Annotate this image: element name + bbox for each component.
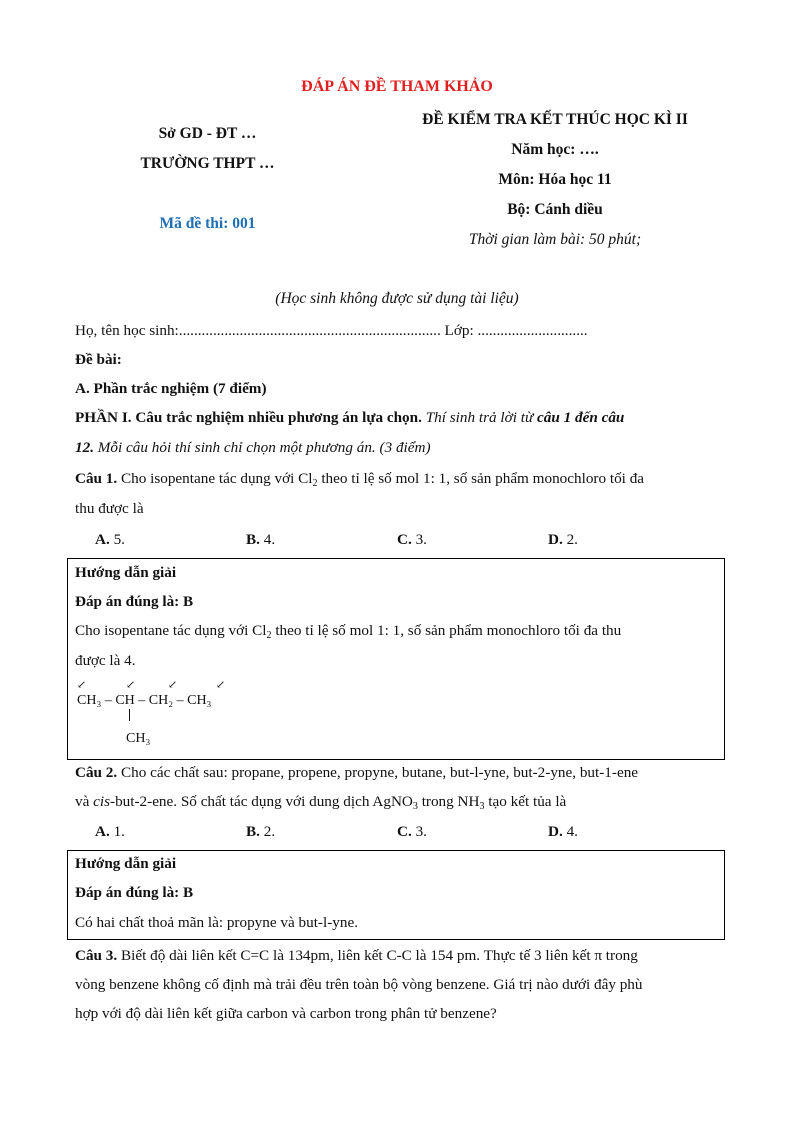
q2-guide-title: Hướng dẫn giải [75,855,177,872]
document-title: ĐÁP ÁN ĐỀ THAM KHẢO [301,78,493,95]
q1-explanation-line1: Cho isopentane tác dụng với $Cl_2$ theo tỉ lệ số mol 1: 1, số sản phẩm monochloro tối đa thu [75,622,622,641]
q3-text-line2: vòng benzene không cố định mà trải đều trên toàn bộ vòng benzene. Giá trị nào dưới đây phù [75,976,643,993]
q2-option-b: B. 2. [246,823,276,840]
substitution-arrow-icon: ↙ [126,679,136,691]
q2-option-a: A. 1. [95,823,125,840]
section-a-heading: A. Phần trắc nghiệm (7 điểm) [75,380,267,397]
q1-option-c: C. 3. [397,531,427,548]
substitution-arrow-icon: ↙ [77,679,87,691]
q1-option-b: B. 4. [246,531,276,548]
q3-text-line1: Câu 3. Biết độ dài liên kết C=C là 134pm, liên kết C-C là 154 pm. Thực tế 3 liên kết π trong [75,947,638,964]
q2-text-line2: và cis-but-2-ene. Số chất tác dụng với dung dịch AgNO$_3$ trong $NH_3$ tạo kết tủa là [75,793,567,812]
school-year: Năm học: …. [511,141,599,158]
q1-label: Câu 1. [75,470,118,487]
student-info-line: Họ, tên học sinh:..................................................................... Lớp: ............................. [75,322,588,339]
part1-lead: PHẦN I. Câu trắc nghiệm nhiều phương án lựa chọn. [75,409,422,426]
q2-answer: Đáp án đúng là: B [75,884,194,901]
exam-name: ĐỀ KIỂM TRA KẾT THÚC HỌC KÌ II [422,111,688,128]
part1-instructions-line1: PHẦN I. Câu trắc nghiệm nhiều phương án lựa chọn. Thí sinh trả lời từ câu 1 đến câu [75,409,625,426]
branch-bond [129,709,130,721]
school-name: TRƯỜNG THPT … [140,155,275,172]
q1-guide-title: Hướng dẫn giải [75,564,177,581]
department-name: Sở GD - ĐT … [158,125,257,142]
textbook-series: Bộ: Cánh diều [507,201,603,218]
q2-text-line1: Câu 2. Cho các chất sau: propane, propene, propyne, butane, but-l-yne, but-2-yne, but-1-ene [75,764,639,781]
q3-label: Câu 3. [75,947,118,964]
exam-duration: Thời gian làm bài: 50 phút; [468,231,642,248]
part1-instructions-line2: 12. Mỗi câu hỏi thí sinh chỉ chọn một phương án. (3 điểm) [75,439,431,456]
de-bai-heading: Đề bài: [75,351,122,368]
isopentane-formula-main-chain: CH₃ – CH – CH₂ – CH₃ [77,693,212,708]
q1-text-line2: thu được là [75,500,144,517]
substitution-arrow-icon: ↙ [168,679,178,691]
substitution-arrow-icon: ↙ [216,679,226,691]
q2-option-c: C. 3. [397,823,427,840]
q1-answer: Đáp án đúng là: B [75,593,194,610]
exam-code: Mã đề thi: 001 [159,215,256,232]
q1-text-line1: Câu 1. Cho isopentane tác dụng với $Cl_2$ theo tỉ lệ số mol 1: 1, số sản phẩm monochloro tối đa [75,470,645,489]
q1-option-d: D. 2. [548,531,578,548]
subject: Môn: Hóa học 11 [498,171,612,188]
q2-option-d: D. 4. [548,823,578,840]
isopentane-formula-branch: CH₃ [126,731,151,746]
q2-explanation: Có hai chất thoả mãn là: propyne và but-l-yne. [75,914,358,931]
q1-explanation-line2: được là 4. [75,652,136,669]
q1-option-a: A. 5. [95,531,125,548]
q3-text-line3: hợp với độ dài liên kết giữa carbon và carbon trong phân tử benzene? [75,1005,497,1022]
q2-label: Câu 2. [75,764,118,781]
exam-note: (Học sinh không được sử dụng tài liệu) [275,290,519,307]
